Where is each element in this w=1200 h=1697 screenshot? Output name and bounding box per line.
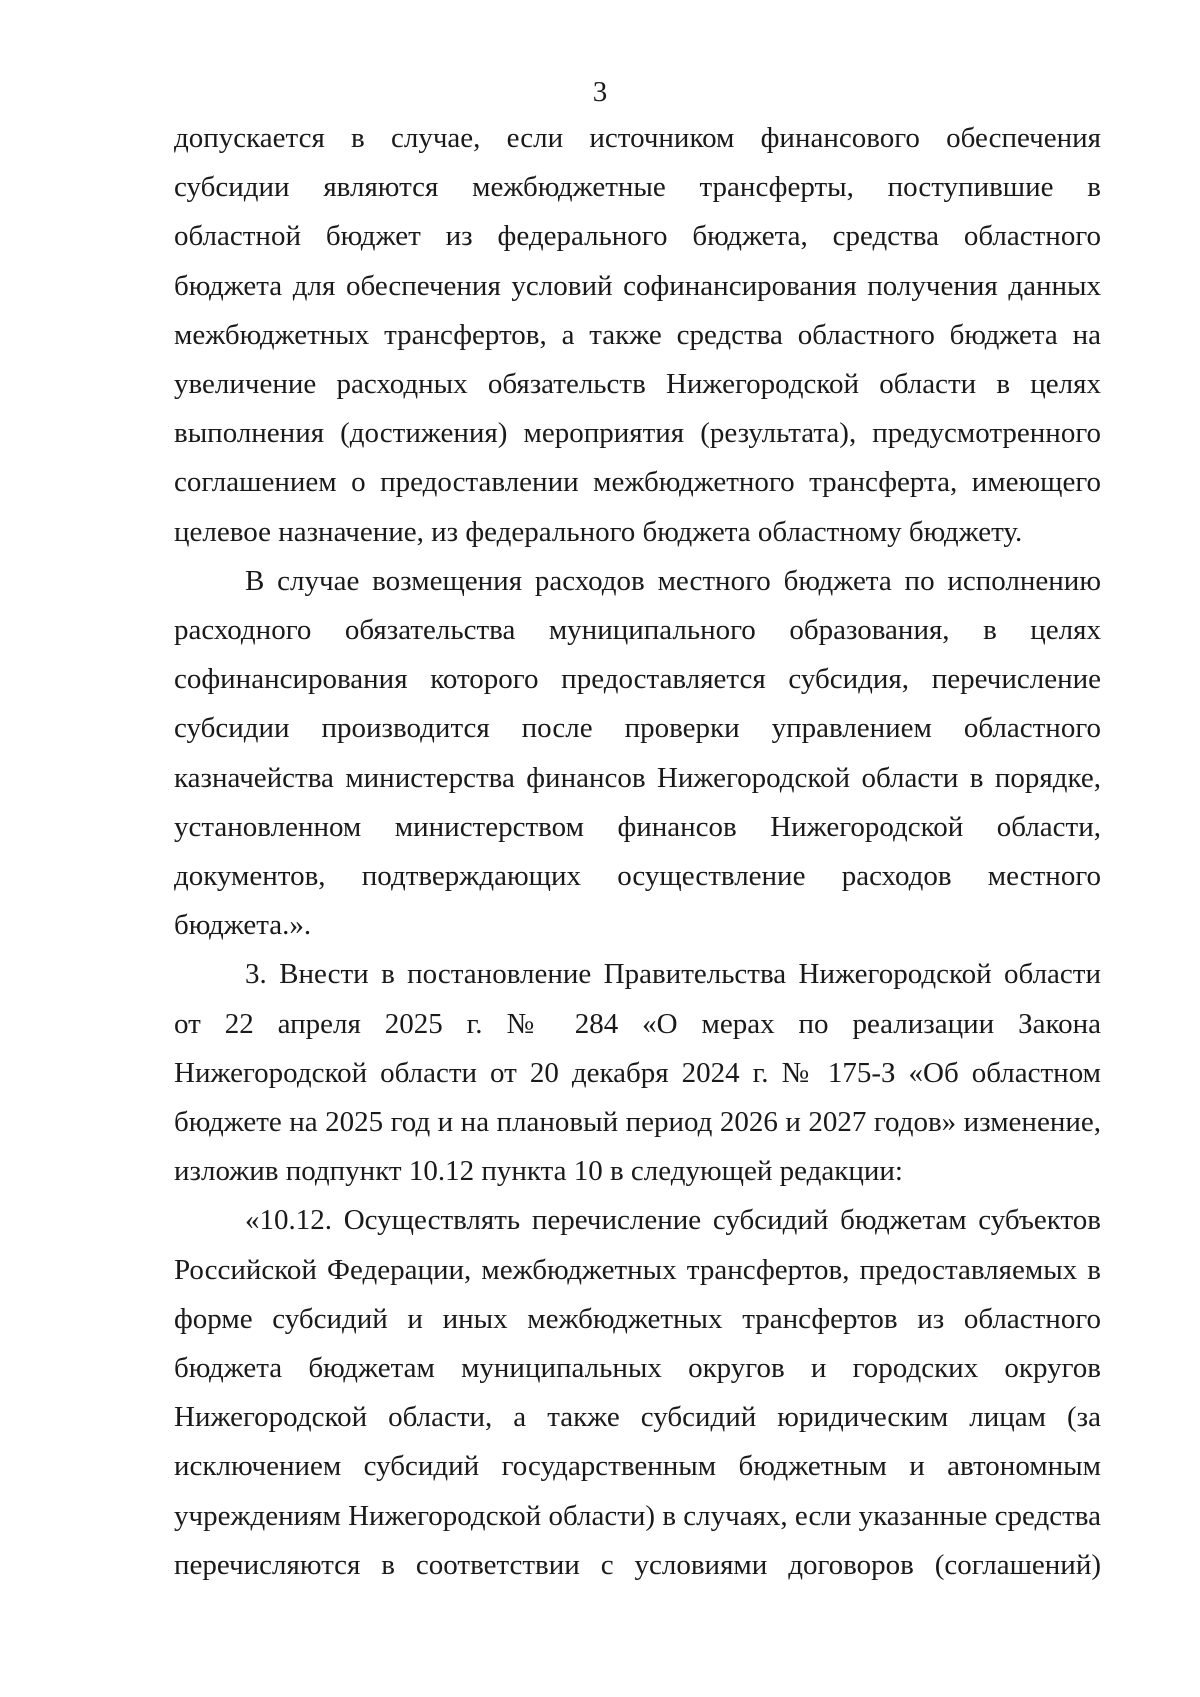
- document-body: [174, 114, 1101, 1590]
- paragraph-subitem-10-12: «10.12. Осуществлять перечисление субсидий бюджетам субъектов Российской Федерации, межбюджетных трансфертов, предоставляемых в форме субсидий и иных межбюджетных трансфертов из областного бюджета бюджетам муниципальных округов и городских округов Нижегородской области, а также субсидий юридическим лицам (за исключением субсидий государственным бюджетным и автономным учреждениям Нижегородской области) в случаях, если указанные средства перечисляются в соответствии с условиями договоров (соглашений): [174, 1204, 1101, 1581]
- page-number: 3: [592, 76, 608, 108]
- paragraph-item-3: 3. Внести в постановление Правительства Нижегородской области от 22 апреля 2025 г. № 284 «О мерах по реализации Закона Нижегородской области от 20 декабря 2024 г. № 175-З «Об областном бюджете на 2025 год и на плановый период 2026 и 2027 годов» изменение, изложив подпункт 10.12 пункта 10 в следующей редакции:: [174, 958, 1101, 1188]
- paragraph-continuation: допускается в случае, если источником финансового обеспечения субсидии являются межбюджетные трансферты, поступившие в областной бюджет из федерального бюджета, средства областного бюджета для обеспечения условий софинансирования получения данных межбюджетных трансфертов, а также средства областного бюджета на увеличение расходных обязательств Нижегородской области в целях выполнения (достижения) мероприятия (результата), предусмотренного соглашением о предоставлении межбюджетного трансферта, имеющего целевое назначение, из федерального бюджета областному бюджету.: [174, 122, 1101, 548]
- paragraph-reimbursement: В случае возмещения расходов местного бюджета по исполнению расходного обязательства муниципального образования, в целях софинансирования которого предоставляется субсидия, перечисление субсидии производится после проверки управлением областного казначейства министерства финансов Нижегородской области в порядке, установленном министерством финансов Нижегородской области, документов, подтверждающих осуществление расходов местного бюджета.».: [174, 564, 1101, 942]
